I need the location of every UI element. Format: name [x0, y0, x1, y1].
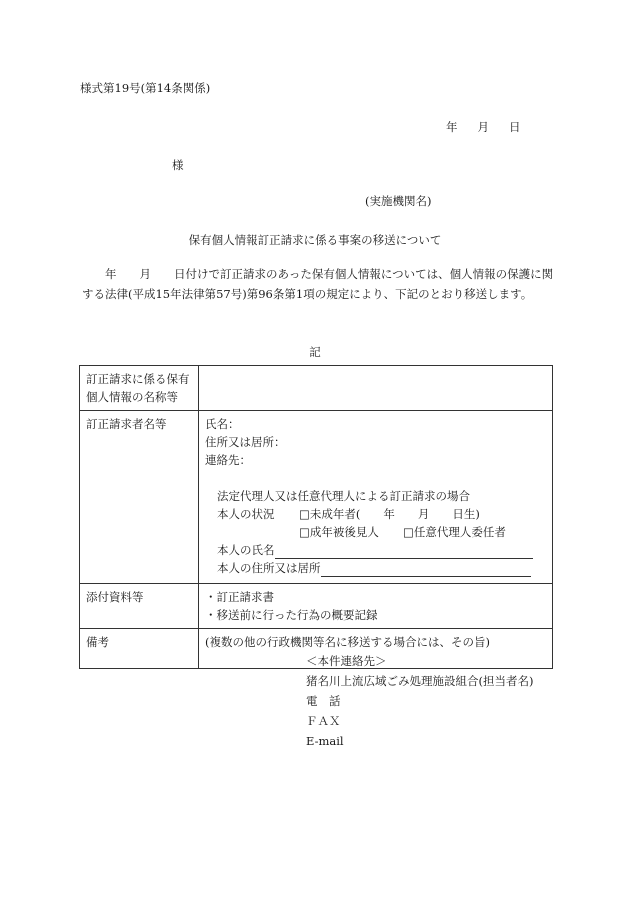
contact-email: E-mail	[306, 734, 344, 748]
checkbox-ward: □成年被後見人	[299, 525, 379, 539]
contact-fax: ＦＡＸ	[306, 714, 341, 728]
row-label-attachments: 添付資料等	[80, 584, 199, 629]
date-day: 日	[509, 120, 521, 134]
requester-address: 住所又は居所：	[205, 435, 286, 449]
attachment-item: ・移送前に行った行為の概要記録	[205, 608, 378, 622]
ki-heading: 記	[309, 345, 321, 359]
remarks-cell: (複数の他の行政機関等名に移送する場合には、その旨)	[199, 629, 553, 669]
contact-heading: ＜本件連絡先＞	[306, 654, 387, 668]
row-label-remarks: 備考	[80, 629, 199, 669]
addressee: 様	[172, 158, 184, 172]
attachment-item: ・訂正請求書	[205, 590, 274, 604]
agent-case-heading: 法定代理人又は任意代理人による訂正請求の場合	[217, 489, 470, 503]
checkbox-minor: □未成年者( 年 月 日生)	[299, 507, 480, 521]
principal-address-label: 本人の住所又は居所	[217, 561, 321, 575]
date-month: 月	[477, 120, 489, 134]
requester-cell	[199, 411, 553, 584]
document-title: 保有個人情報訂正請求に係る事案の移送について	[188, 233, 442, 247]
body-text: 年 月 日付けで訂正請求のあった保有個人情報については、個人情報の保護に関する法律(平成15年法律第57号)第96条第1項の規定により、下記のとおり移送します。	[82, 267, 554, 301]
principal-name-line	[275, 544, 533, 559]
date-year: 年	[446, 120, 458, 134]
contact-block	[306, 651, 533, 751]
requester-contact: 連絡先：	[205, 453, 251, 467]
table-row	[80, 366, 553, 411]
date-line	[446, 119, 521, 135]
row-label-info-name: 訂正請求に係る保有個人情報の名称等	[80, 366, 199, 411]
principal-address-line	[321, 562, 531, 577]
contact-org: 猪名川上流広域ごみ処理施設組合(担当者名)	[306, 674, 534, 688]
agency-name: (実施機関名)	[365, 194, 432, 208]
checkbox-agent: □任意代理人委任者	[403, 525, 506, 539]
transfer-table	[79, 365, 553, 669]
form-number: 様式第19号(第14条関係)	[80, 81, 211, 95]
principal-name-label: 本人の氏名	[217, 543, 275, 557]
info-name-cell	[199, 366, 553, 411]
table-row	[80, 584, 553, 629]
status-label: 本人の状況	[217, 507, 275, 521]
contact-tel: 電 話	[306, 694, 341, 708]
attachments-cell	[199, 584, 553, 629]
requester-name: 氏名：	[205, 417, 240, 431]
row-label-requester: 訂正請求者名等	[80, 411, 199, 584]
table-row	[80, 411, 553, 584]
